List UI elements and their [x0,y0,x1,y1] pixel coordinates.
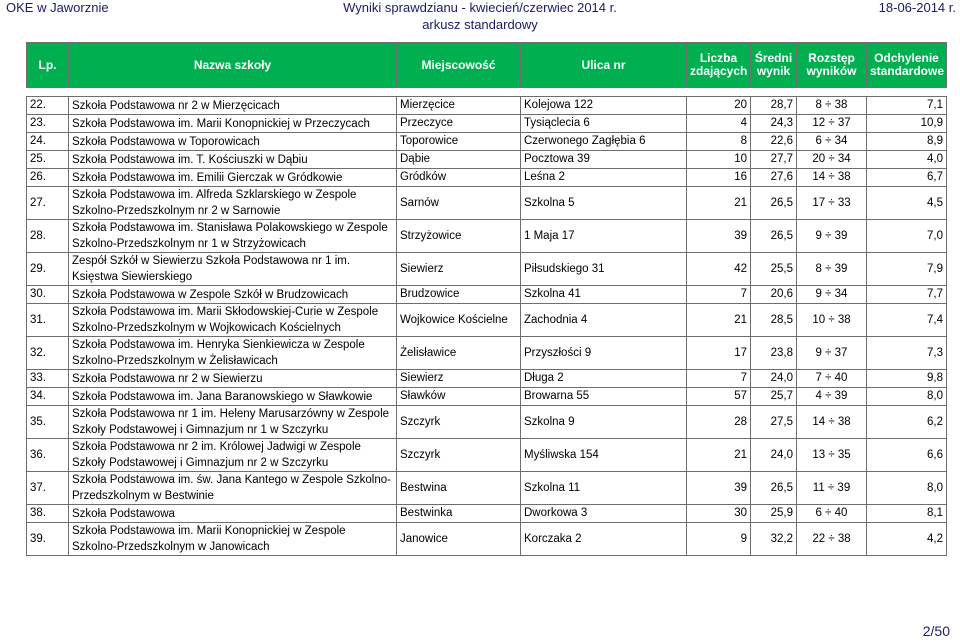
table-row [27,151,947,169]
cell-town: Strzyżowice [397,220,521,253]
cell-lp: 25. [27,151,69,169]
cell-sd: 7,0 [867,220,947,253]
cell-street: Przyszłości 9 [521,337,687,370]
cell-lp: 28. [27,220,69,253]
cell-sd: 8,0 [867,472,947,505]
cell-sd: 7,9 [867,253,947,286]
cell-town: Sławków [397,388,521,406]
cell-count: 10 [687,151,751,169]
cell-count: 4 [687,115,751,133]
cell-lp: 32. [27,337,69,370]
cell-town: Żelisławice [397,337,521,370]
col-street: Ulica nr [521,43,687,88]
cell-avg: 27,6 [751,169,797,187]
cell-lp: 39. [27,523,69,556]
table-row [27,388,947,406]
table-row [27,505,947,523]
cell-sd: 6,6 [867,439,947,472]
cell-count: 21 [687,439,751,472]
cell-name: Szkoła Podstawowa nr 2 w Siewierzu [69,370,397,388]
cell-range: 14 ÷ 38 [797,406,867,439]
cell-avg: 26,5 [751,220,797,253]
cell-sd: 4,5 [867,187,947,220]
table-row [27,97,947,115]
organization-label: OKE w Jaworznie [6,0,109,15]
cell-street: Szkolna 11 [521,472,687,505]
table-row [27,370,947,388]
header-row [27,43,947,88]
cell-lp: 24. [27,133,69,151]
cell-avg: 22,6 [751,133,797,151]
cell-lp: 31. [27,304,69,337]
col-lp: Lp. [27,43,69,88]
cell-sd: 7,3 [867,337,947,370]
col-town: Miejscowość [397,43,521,88]
cell-name: Szkoła Podstawowa w Toporowicach [69,133,397,151]
cell-town: Gródków [397,169,521,187]
cell-lp: 22. [27,97,69,115]
cell-street: Kolejowa 122 [521,97,687,115]
table-row [27,133,947,151]
cell-town: Brudzowice [397,286,521,304]
cell-avg: 25,9 [751,505,797,523]
cell-sd: 8,0 [867,388,947,406]
cell-lp: 30. [27,286,69,304]
cell-street: 1 Maja 17 [521,220,687,253]
cell-range: 11 ÷ 39 [797,472,867,505]
cell-town: Bestwinka [397,505,521,523]
table-row [27,169,947,187]
cell-town: Mierzęcice [397,97,521,115]
table-row [27,253,947,286]
cell-lp: 27. [27,187,69,220]
cell-count: 9 [687,523,751,556]
table-row [27,523,947,556]
cell-street: Dworkowa 3 [521,505,687,523]
cell-name: Szkoła Podstawowa [69,505,397,523]
cell-avg: 25,5 [751,253,797,286]
cell-name: Szkoła Podstawowa im. Stanisława Polakowskiego w Zespole Szkolno-Przedszkolnym nr 1 w Strzyżowicach [69,220,397,253]
cell-town: Siewierz [397,253,521,286]
cell-avg: 24,0 [751,439,797,472]
table-row [27,472,947,505]
cell-town: Wojkowice Kościelne [397,304,521,337]
cell-street: Szkolna 41 [521,286,687,304]
cell-street: Tysiąclecia 6 [521,115,687,133]
cell-town: Janowice [397,523,521,556]
table-row [27,337,947,370]
cell-name: Szkoła Podstawowa im. T. Kościuszki w Dąbiu [69,151,397,169]
cell-sd: 10,9 [867,115,947,133]
cell-street: Browarna 55 [521,388,687,406]
cell-count: 39 [687,220,751,253]
cell-avg: 27,5 [751,406,797,439]
cell-range: 13 ÷ 35 [797,439,867,472]
cell-range: 9 ÷ 39 [797,220,867,253]
cell-range: 10 ÷ 38 [797,304,867,337]
cell-lp: 35. [27,406,69,439]
col-name: Nazwa szkoły [69,43,397,88]
cell-avg: 28,7 [751,97,797,115]
cell-name: Szkoła Podstawowa w Zespole Szkół w Brudzowicach [69,286,397,304]
cell-count: 21 [687,187,751,220]
cell-street: Zachodnia 4 [521,304,687,337]
table-row [27,187,947,220]
cell-range: 8 ÷ 38 [797,97,867,115]
cell-avg: 26,5 [751,472,797,505]
cell-sd: 6,7 [867,169,947,187]
cell-lp: 37. [27,472,69,505]
cell-name: Szkoła Podstawowa im. Marii Konopnickiej w Zespole Szkolno-Przedszkolnym w Janowicach [69,523,397,556]
cell-avg: 23,8 [751,337,797,370]
cell-count: 30 [687,505,751,523]
cell-lp: 26. [27,169,69,187]
cell-avg: 24,0 [751,370,797,388]
table-row [27,439,947,472]
cell-town: Siewierz [397,370,521,388]
table-row [27,286,947,304]
cell-name: Szkoła Podstawowa im. Emilii Gierczak w Gródkowie [69,169,397,187]
cell-street: Długa 2 [521,370,687,388]
cell-range: 7 ÷ 40 [797,370,867,388]
cell-street: Szkolna 9 [521,406,687,439]
cell-sd: 8,9 [867,133,947,151]
cell-range: 17 ÷ 33 [797,187,867,220]
cell-avg: 32,2 [751,523,797,556]
cell-range: 6 ÷ 40 [797,505,867,523]
cell-sd: 4,0 [867,151,947,169]
table-row [27,115,947,133]
report-subtitle: arkusz standardowy [422,17,538,32]
cell-sd: 7,7 [867,286,947,304]
cell-avg: 26,5 [751,187,797,220]
spacer-row [27,88,947,97]
cell-count: 7 [687,370,751,388]
cell-range: 4 ÷ 39 [797,388,867,406]
cell-name: Szkoła Podstawowa im. Marii Skłodowskiej-Curie w Zespole Szkolno-Przedszkolnym w Wojkowicach Kościelnych [69,304,397,337]
page-header [0,0,960,36]
cell-count: 42 [687,253,751,286]
cell-avg: 24,3 [751,115,797,133]
cell-name: Szkoła Podstawowa im. Henryka Sienkiewicza w Zespole Szkolno-Przedszkolnym w Żelisławicach [69,337,397,370]
cell-range: 9 ÷ 37 [797,337,867,370]
cell-avg: 25,7 [751,388,797,406]
cell-count: 39 [687,472,751,505]
cell-count: 16 [687,169,751,187]
cell-street: Szkolna 5 [521,187,687,220]
cell-sd: 7,1 [867,97,947,115]
cell-sd: 9,8 [867,370,947,388]
cell-town: Toporowice [397,133,521,151]
report-date: 18-06-2014 r. [878,0,956,15]
results-table [26,42,947,556]
cell-lp: 23. [27,115,69,133]
cell-range: 14 ÷ 38 [797,169,867,187]
cell-town: Szczyrk [397,439,521,472]
cell-name: Zespół Szkół w Siewierzu Szkoła Podstawowa nr 1 im. Księstwa Siewierskiego [69,253,397,286]
cell-lp: 34. [27,388,69,406]
cell-town: Szczyrk [397,406,521,439]
cell-lp: 38. [27,505,69,523]
cell-count: 57 [687,388,751,406]
cell-count: 17 [687,337,751,370]
cell-name: Szkoła Podstawowa im. św. Jana Kantego w Zespole Szkolno-Przedszkolnym w Bestwinie [69,472,397,505]
cell-town: Bestwina [397,472,521,505]
table-row [27,304,947,337]
col-avg: Średni wynik [751,43,797,88]
cell-range: 6 ÷ 34 [797,133,867,151]
cell-range: 20 ÷ 34 [797,151,867,169]
cell-sd: 6,2 [867,406,947,439]
cell-street: Piłsudskiego 31 [521,253,687,286]
cell-street: Korczaka 2 [521,523,687,556]
cell-range: 12 ÷ 37 [797,115,867,133]
cell-count: 20 [687,97,751,115]
cell-name: Szkoła Podstawowa im. Marii Konopnickiej w Przeczycach [69,115,397,133]
cell-name: Szkoła Podstawowa nr 2 w Mierzęcicach [69,97,397,115]
table-row [27,406,947,439]
table-row [27,220,947,253]
cell-count: 28 [687,406,751,439]
cell-street: Pocztowa 39 [521,151,687,169]
cell-range: 8 ÷ 39 [797,253,867,286]
cell-name: Szkoła Podstawowa nr 2 im. Królowej Jadwigi w Zespole Szkoły Podstawowej i Gimnazjum nr 2 w Szczyrku [69,439,397,472]
col-sd: Odchylenie standardowe [867,43,947,88]
cell-avg: 20,6 [751,286,797,304]
cell-sd: 7,4 [867,304,947,337]
cell-count: 21 [687,304,751,337]
report-title: Wyniki sprawdzianu - kwiecień/czerwiec 2014 r. [343,0,617,15]
cell-town: Przeczyce [397,115,521,133]
cell-town: Dąbie [397,151,521,169]
cell-name: Szkoła Podstawowa im. Jana Baranowskiego w Sławkowie [69,388,397,406]
cell-count: 8 [687,133,751,151]
cell-street: Czerwonego Zagłębia 6 [521,133,687,151]
cell-range: 22 ÷ 38 [797,523,867,556]
col-count: Liczba zdających [687,43,751,88]
cell-street: Myśliwska 154 [521,439,687,472]
cell-lp: 33. [27,370,69,388]
cell-lp: 29. [27,253,69,286]
page-number: 2/50 [922,623,950,639]
cell-street: Leśna 2 [521,169,687,187]
cell-range: 9 ÷ 34 [797,286,867,304]
cell-avg: 28,5 [751,304,797,337]
cell-lp: 36. [27,439,69,472]
cell-town: Sarnów [397,187,521,220]
cell-count: 7 [687,286,751,304]
cell-sd: 4,2 [867,523,947,556]
col-range: Rozstęp wyników [797,43,867,88]
cell-sd: 8,1 [867,505,947,523]
cell-name: Szkoła Podstawowa nr 1 im. Heleny Marusarzówny w Zespole Szkoły Podstawowej i Gimnazjum nr 1 w Szczyrku [69,406,397,439]
cell-avg: 27,7 [751,151,797,169]
cell-name: Szkoła Podstawowa im. Alfreda Szklarskiego w Zespole Szkolno-Przedszkolnym nr 2 w Sarnowie [69,187,397,220]
